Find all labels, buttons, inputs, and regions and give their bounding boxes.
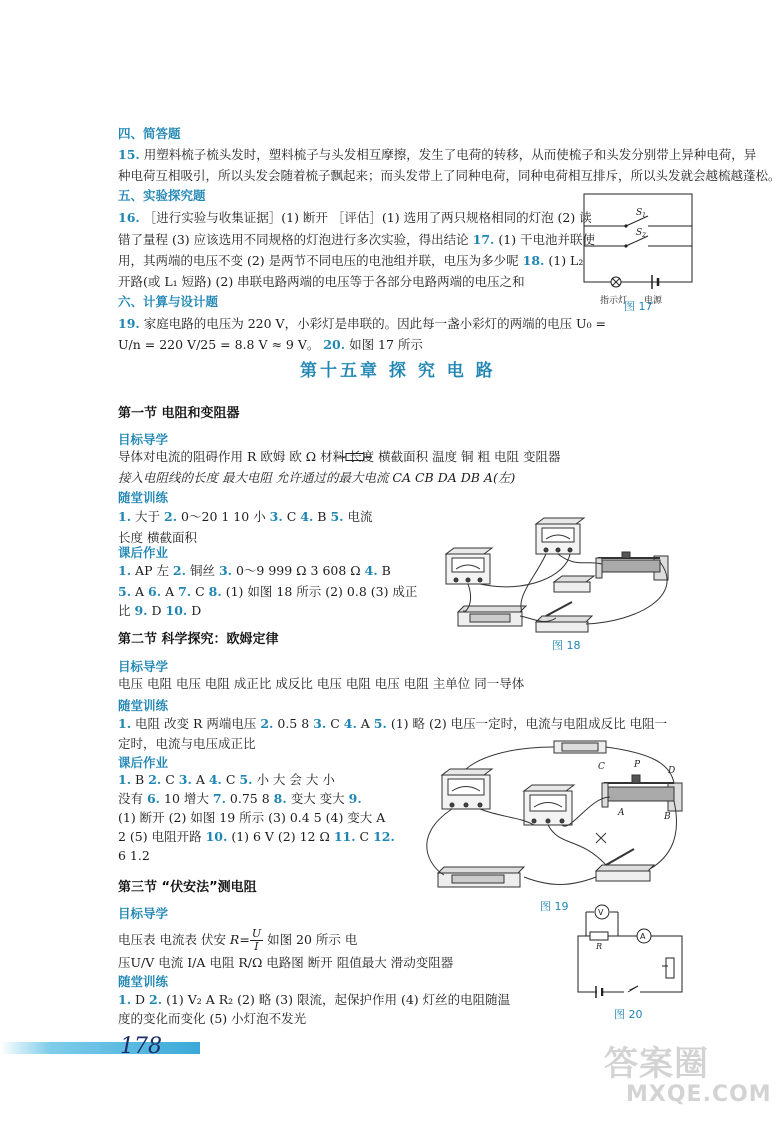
- answer-text: (1) 6 V (2) 12 Ω: [227, 829, 334, 844]
- answer-text: C: [221, 772, 240, 787]
- answer-text: (1) V₂ A R₂ (2) 略 (3) 限流，起保护作用 (4) 灯丝的电阻随温: [162, 992, 511, 1007]
- answer-text: 0～9 999 Ω 3 608 Ω: [232, 563, 365, 578]
- answer-number: 4.: [208, 772, 222, 787]
- svg-text:C: C: [598, 762, 605, 772]
- answer-text: (1) 如图 18 所示 (2) 0.8 (3) 成正: [221, 584, 418, 599]
- answer-text: 10 增大: [160, 791, 213, 806]
- answer-number: 4.: [364, 563, 378, 578]
- q15-line2: 种电荷互相吸引，所以头发会随着梳子飘起来；而头发带上了同种电荷，同种电荷相互排斥，所以头发就会越梳越蓬松。: [118, 168, 781, 183]
- lesson1-home-line1: [118, 560, 391, 581]
- svg-text:P: P: [634, 760, 641, 770]
- answer-number: 8.: [273, 791, 287, 806]
- answer-text: 变大 变大: [286, 791, 349, 806]
- answer-number: 6.: [146, 791, 161, 806]
- lesson2-home-line3: (1) 断开 (2) 如图 19 所示 (3) 0.4 5 (4) 变大 A: [118, 810, 386, 825]
- answer-text: AP 左: [131, 563, 173, 578]
- section5-title: 五、实验探究题: [118, 188, 206, 203]
- answer-number: 1.: [118, 992, 132, 1007]
- lesson3-class-line1: [118, 989, 510, 1010]
- answer-number: 3.: [313, 716, 327, 731]
- answer-number: 4.: [343, 716, 357, 731]
- answer-number: 5.: [330, 509, 344, 524]
- lesson1-goal-line1: 导体对电流的阻碍作用 R 欧姆 欧 Ω 材料 长度 横截面积 温度 铜 粗 电阻 变阻器: [118, 449, 561, 464]
- answer-text: B: [377, 563, 391, 578]
- answer-text: A: [356, 716, 374, 731]
- svg-text:S1: $S_1$: [636, 208, 646, 219]
- lesson1-home-line2: [118, 581, 417, 602]
- answer-number: 2.: [149, 992, 163, 1007]
- answer-text: A: [161, 584, 179, 599]
- answer-text: C: [161, 772, 179, 787]
- figure-17-caption: 图 17: [624, 300, 653, 313]
- answer-number: 11.: [333, 829, 356, 844]
- lesson3-class-title: 随堂训练: [118, 974, 169, 989]
- answer-number: 3.: [178, 772, 192, 787]
- svg-text:V: V: [598, 908, 604, 917]
- q16-line1: 16. ［进行实验与收集证据］(1) 断开 ［评估］(1) 选用了两只规格相同的灯泡 (2) 读: [118, 210, 592, 225]
- answer-number: 8.: [208, 584, 222, 599]
- q19-line2: U/n = 220 V/25 = 8.8 V ≈ 9 V。 20. 如图 17 所示: [118, 337, 423, 352]
- lesson1-class-line1: [118, 506, 373, 527]
- answer-text: 小 大 会 大 小: [252, 772, 335, 787]
- figure-19-apparatus: [420, 737, 690, 897]
- lesson3-class-line2: 度的变化而变化 (5) 小灯泡不发光: [118, 1011, 307, 1026]
- answer-text: C: [355, 829, 374, 844]
- answer-text: 2 (5) 电阻开路: [118, 829, 206, 844]
- answer-number: 5.: [239, 772, 253, 787]
- answer-number: 9.: [348, 791, 362, 806]
- lesson2-home-line2: [118, 788, 362, 809]
- figure-17-circuit: [576, 186, 700, 314]
- lesson3-goal-title: 目标导学: [118, 906, 169, 921]
- answer-number: 12.: [373, 829, 395, 844]
- answer-number: 5.: [373, 716, 387, 731]
- answer-text: B: [313, 509, 331, 524]
- answer-text: 电阻 改变 R 两端电压: [131, 716, 261, 731]
- fig17-lamp-label: 指示灯: [600, 296, 628, 306]
- lesson3-goal-line1: 电压表 电流表 伏安 R= $\frac{U}{I}$ 如图 20 所示 电: [118, 927, 358, 953]
- answer-text: 比: [118, 603, 135, 618]
- lesson2-home-line1: [118, 769, 335, 790]
- answer-number: 9.: [134, 603, 148, 618]
- q16-line2: 错了量程 (3) 应该选用不同规格的灯泡进行多次实验，得出结论 17. (1) 干电池并联使: [118, 232, 596, 247]
- lesson2-home-line4: [118, 826, 395, 847]
- lesson2-title: 第二节 科学探究：欧姆定律: [118, 632, 279, 647]
- answer-text: A: [131, 584, 149, 599]
- answer-number: 4.: [300, 509, 314, 524]
- answer-number: 7.: [212, 791, 226, 806]
- lesson2-home-line5: 6 1.2: [118, 848, 150, 863]
- answer-text: 0～20 1 10 小: [177, 509, 270, 524]
- lesson1-goal-line2: 接入电阻线的长度 最大电阻 允许通过的最大电流 CA CB DA DB A(左): [118, 470, 516, 485]
- answer-text: C: [191, 584, 209, 599]
- answer-text: 大于: [131, 509, 165, 524]
- answer-text: (1) 略 (2) 电压一定时，电流与电阻成反比 电阻一: [386, 716, 668, 731]
- svg-text:A: A: [640, 932, 646, 941]
- page-number: 178: [120, 1034, 162, 1059]
- answer-number: 10.: [165, 603, 188, 618]
- answer-number: 1.: [118, 772, 132, 787]
- svg-text:S2: $S_2$: [636, 228, 646, 239]
- chapter-title: 第十五章 探 究 电 路: [300, 361, 496, 381]
- answer-text: B: [131, 772, 149, 787]
- answer-text: 0.75 8: [225, 791, 274, 806]
- lesson1-title: 第一节 电阻和变阻器: [118, 406, 240, 421]
- lesson2-home-title: 课后作业: [118, 755, 169, 770]
- answer-text: D: [187, 603, 202, 618]
- svg-text:A: A: [618, 808, 625, 818]
- figure-20-caption: 图 20: [614, 1008, 643, 1021]
- lesson3-goal-line2: 压U/V 电流 I/A 电阻 R/Ω 电路图 断开 阻值最大 滑动变阻器: [118, 955, 454, 970]
- lesson1-class-title: 随堂训练: [118, 490, 169, 505]
- section6-title: 六、计算与设计题: [118, 294, 219, 309]
- answer-number: 5.: [118, 584, 132, 599]
- answer-number: 7.: [178, 584, 192, 599]
- svg-text:R: R: [596, 942, 603, 951]
- figure-20-circuit: [566, 900, 694, 1004]
- lesson1-class-line2: 长度 横截面积: [118, 530, 197, 545]
- answer-text: A: [191, 772, 209, 787]
- answer-number: 2.: [164, 509, 178, 524]
- lesson2-goal-line1: 电压 电阻 电压 电阻 成正比 成反比 电压 电阻 电压 电阻 主单位 同一导体: [118, 676, 525, 691]
- watermark-url: MXQE.COM: [626, 1082, 772, 1107]
- lesson3-title: 第三节 “伏安法”测电阻: [118, 880, 257, 895]
- answer-number: 2.: [172, 563, 186, 578]
- answer-number: 1.: [118, 509, 132, 524]
- answer-text: D: [131, 992, 150, 1007]
- q17-line: 用，其两端的电压不变 (2) 是两节不同电压的电池组并联，电压为多少呢 18. (1) L₂: [118, 253, 584, 268]
- svg-text:D: D: [668, 766, 676, 776]
- lesson1-home-line3: [118, 600, 201, 621]
- q19-line1: 19. 家庭电路的电压为 220 V，小彩灯是串联的。因此每一盏小彩灯的两端的电压 U₀ =: [118, 316, 607, 331]
- lesson2-class-line2: 定时，电流与电压成正比: [118, 736, 256, 751]
- lesson1-goal-title: 目标导学: [118, 432, 169, 447]
- formula-fraction: $\frac{U}{I}$: [251, 927, 262, 953]
- fig17-source-label: 电源: [644, 296, 663, 306]
- q18-line: 开路(或 L₁ 短路) (2) 串联电路两端的电压等于各部分电路两端的电压之和: [118, 274, 525, 289]
- figure-18-apparatus: [436, 506, 692, 650]
- answer-number: 6.: [148, 584, 162, 599]
- q15-line1: 15. 用塑料梳子梳头发时，塑料梳子与头发相互摩擦，发生了电荷的转移，从而使梳子和头发分别带上异种电荷，异: [118, 147, 757, 162]
- svg-text:B: B: [664, 812, 671, 822]
- answer-number: 2.: [148, 772, 162, 787]
- watermark-logo: 答案圈: [604, 1044, 709, 1084]
- lesson1-home-title: 课后作业: [118, 545, 169, 560]
- lesson2-class-line1: [118, 713, 667, 734]
- resistor-symbol: [338, 452, 372, 462]
- answer-number: 2.: [260, 716, 274, 731]
- answer-text: C: [326, 716, 344, 731]
- figure-19-caption: 图 19: [540, 900, 569, 913]
- answer-text: 铜丝: [185, 563, 219, 578]
- lesson2-goal-title: 目标导学: [118, 659, 169, 674]
- answer-number: 3.: [269, 509, 283, 524]
- answer-text: 0.5 8: [273, 716, 314, 731]
- answer-text: 电流: [343, 509, 373, 524]
- answer-number: 10.: [205, 829, 228, 844]
- lesson2-class-title: 随堂训练: [118, 698, 169, 713]
- answer-text: D: [147, 603, 166, 618]
- answer-number: 1.: [118, 716, 132, 731]
- section4-title: 四、简答题: [118, 126, 181, 141]
- answer-text: 没有: [118, 791, 147, 806]
- footer-bar: [0, 1042, 200, 1054]
- answer-text: C: [282, 509, 301, 524]
- answer-number: 3.: [218, 563, 232, 578]
- q-number: 15.: [118, 147, 140, 162]
- figure-18-caption: 图 18: [552, 639, 581, 652]
- answer-number: 1.: [118, 563, 132, 578]
